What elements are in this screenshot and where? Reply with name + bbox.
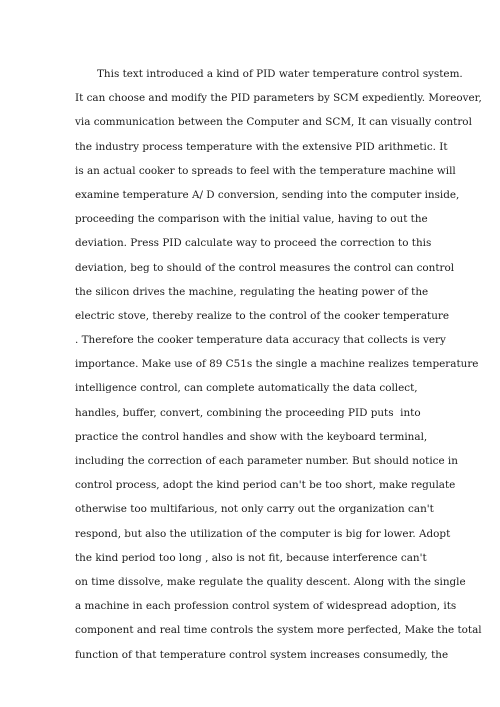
body-paragraph [75, 62, 482, 667]
paragraph-line: proceeding the comparison with the initial value, having to out the [75, 213, 428, 226]
paragraph-line: otherwise too multifarious, not only carry out the organization can't [75, 503, 434, 516]
paragraph-line: the kind period too long , also is not fit, because interference can't [75, 551, 427, 564]
paragraph-line: the industry process temperature with the extensive PID arithmetic. It [75, 140, 448, 153]
paragraph-line: via communication between the Computer and SCM, It can visually control [75, 116, 472, 129]
paragraph-line: component and real time controls the system more perfected, Make the total [75, 624, 482, 637]
paragraph-line: deviation, beg to should of the control measures the control can control [75, 261, 455, 274]
paragraph-line: This text introduced a kind of PID water temperature control system. [97, 68, 463, 80]
paragraph-line: handles, buffer, convert, combining the proceeding PID puts into [75, 406, 421, 419]
paragraph-line: control process, adopt the kind period can't be too short, make regulate [75, 479, 456, 492]
paragraph-line: is an actual cooker to spreads to feel with the temperature machine will [75, 164, 456, 177]
paragraph-line: including the correction of each parameter number. But should notice in [75, 455, 458, 467]
paragraph-line: examine temperature A/ D conversion, sending into the computer inside, [75, 188, 460, 201]
paragraph-line: electric stove, thereby realize to the control of the cooker temperature [75, 309, 449, 322]
paragraph-line: on time dissolve, make regulate the quality descent. Along with the single [75, 575, 466, 588]
paragraph-line: It can choose and modify the PID parameters by SCM expediently. Moreover, [75, 92, 482, 105]
paragraph-line: importance. Make use of 89 C51s the single a machine realizes temperature [75, 358, 479, 371]
paragraph-line: . Therefore the cooker temperature data accuracy that collects is very [75, 334, 446, 347]
paragraph-line: intelligence control, can complete automatically the data collect, [75, 382, 418, 395]
paragraph-line: practice the control handles and show with the keyboard terminal, [75, 430, 428, 443]
paragraph-line: respond, but also the utilization of the computer is big for lower. Adopt [75, 527, 451, 540]
paragraph-line: deviation. Press PID calculate way to proceed the correction to this [75, 237, 432, 250]
paragraph-line: function of that temperature control system increases consumedly, the [75, 648, 449, 661]
paragraph-line: a machine in each profession control system of widespread adoption, its [75, 600, 457, 613]
paragraph-line: the silicon drives the machine, regulating the heating power of the [75, 285, 429, 298]
